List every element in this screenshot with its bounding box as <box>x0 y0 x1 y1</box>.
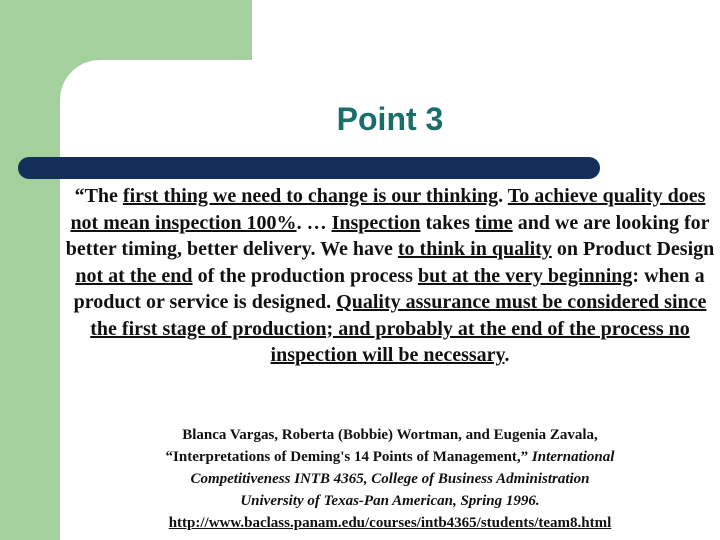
citation-journal: International <box>531 449 615 465</box>
quote-segment: on Product Design <box>551 238 715 260</box>
quote-segment: takes <box>420 211 475 234</box>
quote-segment: of the production process <box>192 264 418 287</box>
citation-article: “Interpretations of Deming's 14 Points of Management,” <box>165 449 532 465</box>
quote-segment: “The <box>74 185 123 207</box>
citation-journal: Competitiveness INTB 4365, College of Business Administration <box>190 471 590 487</box>
quote-segment: : when a product or service is designed. <box>73 264 705 313</box>
quote-underlined-segment: not at the end <box>75 264 193 287</box>
quote-underlined-segment: To achieve quality does not mean inspection 100% <box>70 185 706 234</box>
quote-underlined-segment: Inspection <box>331 211 421 234</box>
top-right-background <box>252 0 720 60</box>
quote-segment: . <box>498 185 508 207</box>
quote-underlined-segment: but at the very beginning <box>417 264 633 287</box>
citation-url-link[interactable]: http://www.baclass.panam.edu/courses/intb4365/students/team8.html <box>168 515 612 531</box>
quote-segment: . … <box>296 211 332 234</box>
quote-underlined-segment: first thing we need to change is our thinking <box>122 185 499 207</box>
quote-text <box>60 183 720 369</box>
quote-underlined-segment: Quality assurance must be considered since the first stage of production; and probably at the end of the process no inspection will be necessary <box>90 291 707 366</box>
slide-title: Point 3 <box>336 101 444 137</box>
title-divider-bar <box>18 157 600 179</box>
quote-underlined-segment: time <box>474 211 513 234</box>
citation-journal: University of Texas-Pan American, Spring 1996. <box>240 493 540 509</box>
citation <box>60 424 720 534</box>
quote-segment: and we are looking for better timing, better delivery. We have <box>65 211 710 260</box>
citation-authors: Blanca Vargas, Roberta (Bobbie) Wortman, and Eugenia Zavala, <box>182 427 598 443</box>
quote-underlined-segment: to think in quality <box>397 238 552 260</box>
quote-segment: . <box>504 344 510 366</box>
